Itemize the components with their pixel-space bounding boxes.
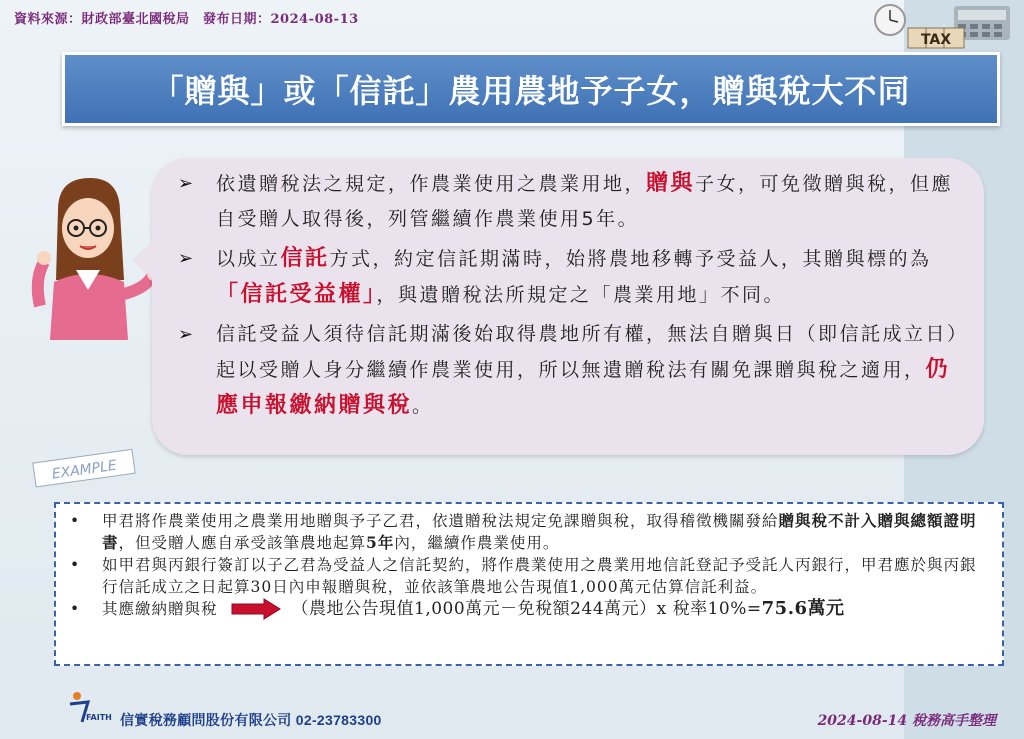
example-list [66, 510, 992, 620]
speech-bubble-tail [132, 238, 156, 282]
source-line: 資料來源：財政部臺北國稅局 發布日期：2024-08-13 [14, 12, 359, 27]
faith-logo [66, 690, 112, 724]
organized-by: 2024-08-14 稅務高手整理 [817, 713, 996, 729]
arrow-bullet-icon: ➢ [178, 324, 196, 345]
example-badge-text: EXAMPLE [50, 457, 118, 483]
example-badge [30, 448, 140, 488]
arrow-bullet-icon: ➢ [178, 248, 196, 269]
example-item-1: • 甲君將作農業使用之農業用地贈與予子乙君，依遺贈稅法規定免課贈與稅，取得稽徵機關發給贈與稅不計入贈與總額證明書，但受贈人應自承受該筆農地起算5年內，繼續作農業使用。 [70, 511, 977, 552]
title-banner [62, 52, 1000, 126]
example-item-3 [66, 598, 992, 620]
key-point-1: ➢ 依遺贈稅法之規定，作農業使用之農業用地，贈與子女，可免徵贈與稅，但應自受贈人取得後，列管繼續作農業使用5年。 [176, 166, 968, 237]
tax-due-label: 其應繳納贈與稅 [102, 600, 218, 618]
faith-logo-text: FAITH [86, 713, 112, 722]
company-info: 信實稅務顧問股份有限公司 02-23783300 [120, 712, 382, 728]
tax-formula-result: 75.6萬元 [761, 598, 845, 619]
key-point-3: ➢ 信託受益人須待信託期滿後始取得農地所有權，無法自贈與日（即信託成立日）起以受贈人身分繼續作農業使用，所以無遺贈稅法有關免課贈與稅之適用，仍應申報繳納贈與稅。 [176, 317, 968, 424]
example-box [54, 502, 1004, 666]
bullet-dot-icon: • [70, 512, 81, 530]
page-title: 「贈與」或「信託」農用農地予子女，贈與稅大不同 [151, 72, 911, 110]
example-item-2: • 如甲君與丙銀行簽訂以子乙君為受益人之信託契約，將作農業使用之農業用地信託登記予受託人丙銀行，甲君應於與丙銀行信託成立之日起算30日內申報贈與稅，並依該筆農地公告現值1,000萬元估算信託利益。 [70, 556, 977, 596]
bullet-dot-icon: • [70, 600, 81, 618]
arrow-bullet-icon: ➢ [178, 173, 196, 194]
tax-sign-text: TAX [920, 32, 952, 48]
key-points-list [176, 166, 968, 428]
right-arrow-icon [232, 599, 280, 619]
bullet-dot-icon: • [70, 556, 81, 574]
tax-calculator-image [864, 2, 1014, 50]
tax-formula: （農地公告現值1,000萬元－免稅額244萬元）x 稅率10%=75.6萬元 [291, 598, 845, 619]
key-point-2: ➢ 以成立信託方式，約定信託期滿時，始將農地移轉予受益人，其贈與標的為「信託受益權」，與遺贈稅法所規定之「農業用地」不同。 [176, 241, 968, 313]
